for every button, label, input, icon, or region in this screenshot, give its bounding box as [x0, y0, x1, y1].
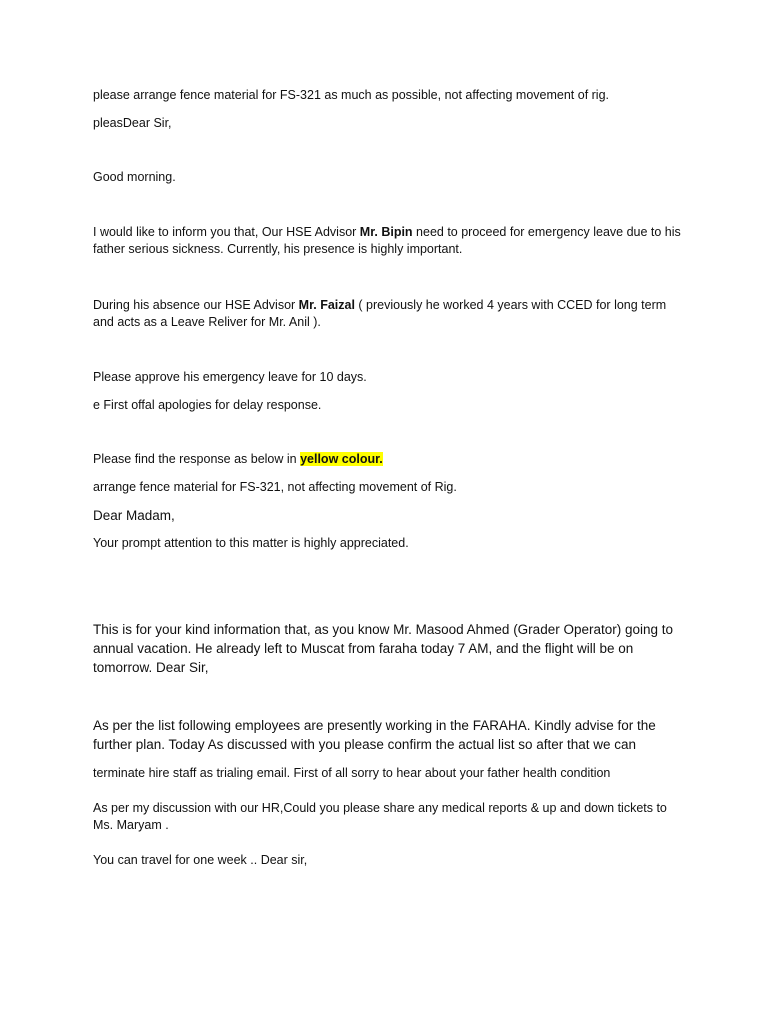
hr-discussion-paragraph: As per my discussion with our HR,Could you please share any medical reports & up and down tickets to Ms. Maryam .	[93, 801, 667, 832]
inform-paragraph	[93, 224, 683, 258]
approve-line: Please approve his emergency leave for 10 days.	[93, 370, 367, 384]
employee-list-paragraph: As per the list following employees are presently working in the FARAHA. Kindly advise for the further plan. Today As discussed with you please confirm the actual list so after that we can	[93, 718, 656, 752]
absence-text-before: During his absence our HSE Advisor	[93, 298, 299, 312]
yellow-highlight-text: yellow colour.	[300, 452, 383, 466]
prompt-attention-line: Your prompt attention to this matter is highly appreciated.	[93, 536, 409, 550]
terminate-line: terminate hire staff as trialing email. First of all sorry to hear about your father health condition	[93, 766, 611, 780]
absence-text-after: ( previously he worked 4 years with CCED for long term and acts as a Leave Reliver for Mr. Anil ).	[93, 298, 667, 329]
fence-request-line: please arrange fence material for FS-321 as much as possible, not affecting movement of rig.	[93, 88, 610, 102]
response-text: Please find the response as below in	[93, 452, 301, 466]
inform-text-after: need to proceed for emergency leave due to his father serious sickness. Currently, his presence is highly important.	[93, 225, 681, 256]
absence-paragraph	[93, 297, 683, 331]
travel-line: You can travel for one week .. Dear sir,	[93, 853, 308, 867]
apologies-line: e First offal apologies for delay response.	[93, 398, 322, 412]
greeting-line-pleas: pleasDear Sir,	[93, 116, 172, 130]
good-morning-line: Good morning.	[93, 170, 176, 184]
inform-name: Mr. Bipin	[359, 225, 413, 239]
absence-name: Mr. Faizal	[298, 298, 355, 312]
vacation-info-paragraph: This is for your kind information that, as you know Mr. Masood Ahmed (Grader Operator) going to annual vacation. He already left to Muscat from faraha today 7 AM, and the flight will be on tomorrow. Dear Sir,	[93, 622, 674, 675]
inform-text-before: I would like to inform you that, Our HSE Advisor	[93, 225, 360, 239]
dear-madam-line: Dear Madam,	[93, 508, 175, 523]
response-line	[93, 451, 683, 468]
fence-line-2: arrange fence material for FS-321, not affecting movement of Rig.	[93, 480, 457, 494]
